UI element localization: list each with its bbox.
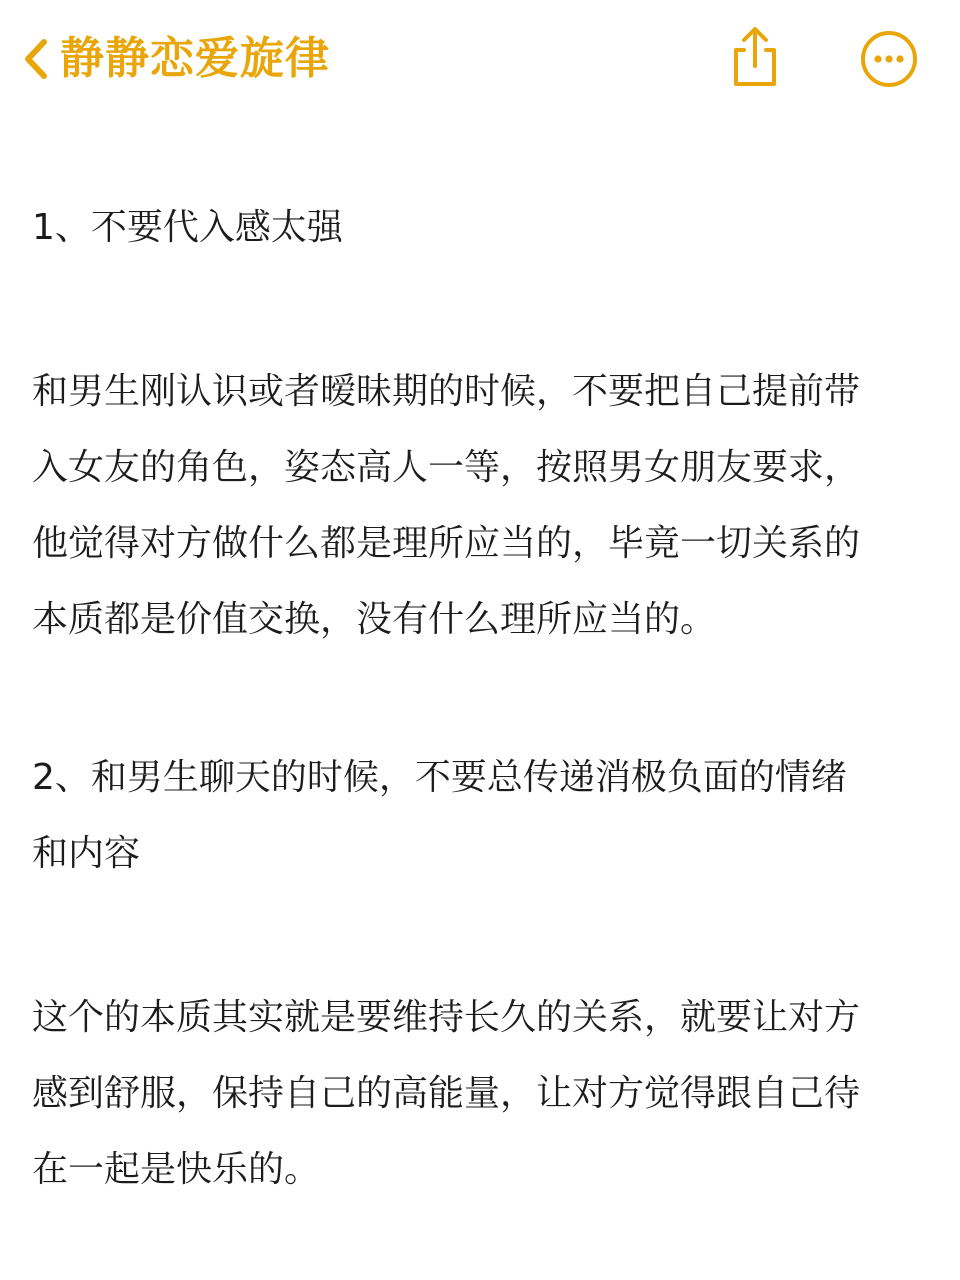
note-line: 和内容 bbox=[32, 833, 141, 874]
note-line: 在一起是快乐的。 bbox=[32, 1149, 321, 1190]
top-navigation-bar bbox=[0, 0, 960, 120]
more-options-button[interactable] bbox=[858, 28, 920, 90]
note-line: 他觉得对方做什么都是理所应当的，毕竟一切关系的 bbox=[32, 523, 861, 564]
note-line: 入女友的角色，姿态高人一等，按照男女朋友要求， bbox=[32, 447, 861, 488]
note-line: 和男生刚认识或者暧昧期的时候，不要把自己提前带 bbox=[32, 371, 861, 412]
note-paragraph-2 bbox=[32, 354, 932, 658]
back-button[interactable] bbox=[18, 28, 330, 90]
more-icon bbox=[858, 28, 920, 90]
chevron-left-icon bbox=[18, 32, 56, 86]
note-paragraph-1 bbox=[32, 190, 932, 266]
note-paragraph-3 bbox=[32, 740, 932, 892]
share-icon bbox=[722, 22, 788, 92]
note-paragraph-4 bbox=[32, 980, 932, 1208]
share-button[interactable] bbox=[722, 22, 788, 92]
note-line: 1、不要代入感太强 bbox=[32, 207, 343, 248]
note-line: 这个的本质其实就是要维持长久的关系，就要让对方 bbox=[32, 997, 861, 1038]
note-line: 2、和男生聊天的时候，不要总传递消极负面的情绪 bbox=[32, 757, 847, 798]
note-line: 感到舒服，保持自己的高能量，让对方觉得跟自己待 bbox=[32, 1073, 861, 1114]
back-title: 静静恋爱旋律 bbox=[60, 33, 330, 84]
note-line: 本质都是价值交换，没有什么理所应当的。 bbox=[32, 599, 717, 640]
